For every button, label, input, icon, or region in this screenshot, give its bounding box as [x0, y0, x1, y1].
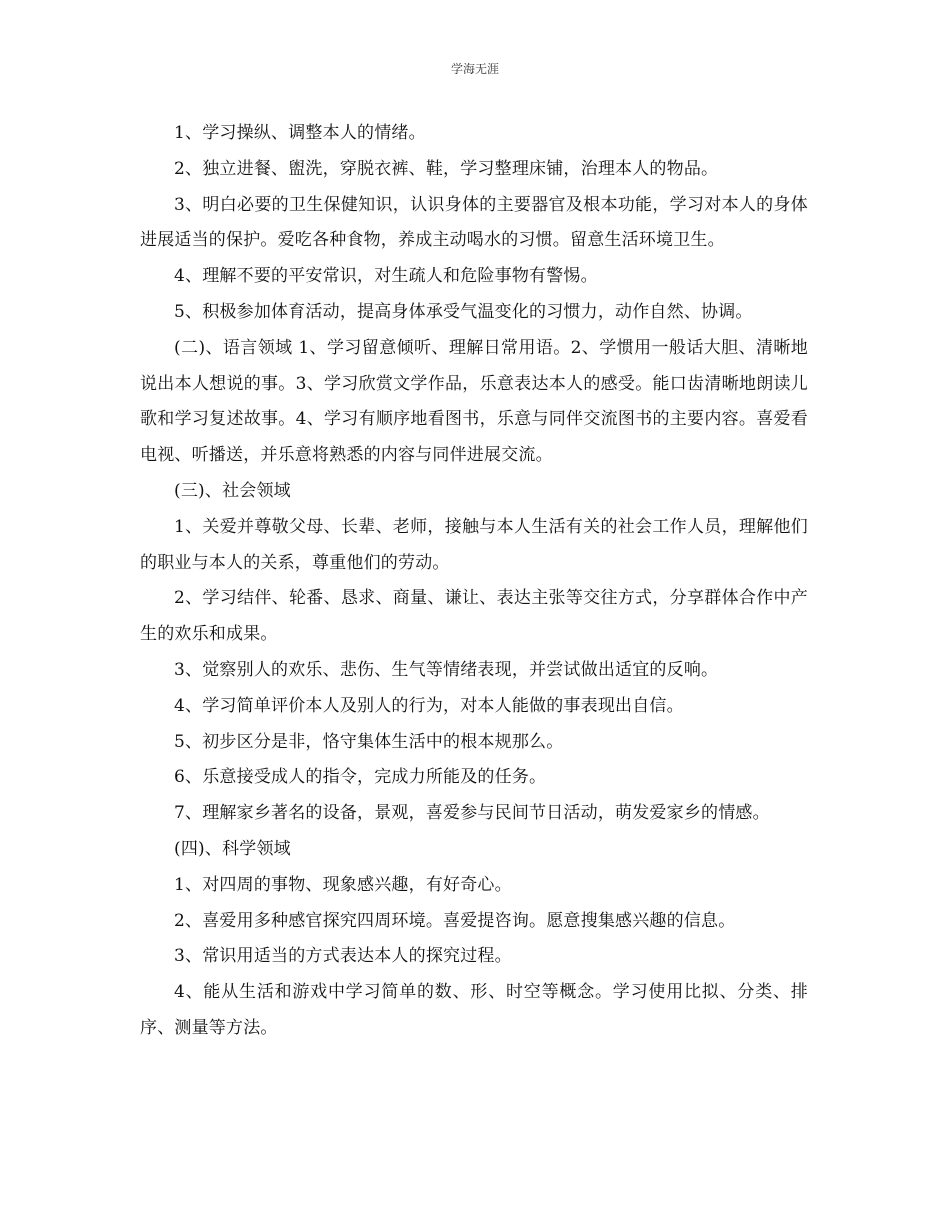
- section-heading: (三)、社会领域: [174, 480, 291, 501]
- paragraph: 3、觉察别人的欢乐、悲伤、生气等情绪表现，并尝试做出适宜的反响。: [174, 659, 719, 680]
- section-heading: (四)、科学领域: [174, 838, 291, 859]
- paragraph: 1、对四周的事物、现象感兴趣，有好奇心。: [174, 874, 512, 895]
- paragraph: 1、学习操纵、调整本人的情绪。: [174, 123, 426, 143]
- paragraph: 4、学习简单评价本人及别人的行为，对本人能做的事表现出自信。: [174, 695, 684, 716]
- paragraph: 2、喜爱用多种感官探究四周环境。喜爱提咨询。愿意搜集感兴趣的信息。: [174, 910, 736, 931]
- paragraph: 1、关爱并尊敬父母、长辈、老师，接触与本人生活有关的社会工作人员，理解他们的职业与本人的关系，尊重他们的劳动。: [140, 516, 808, 573]
- paragraph: 3、明白必要的卫生保健知识，认识身体的主要器官及根本功能，学习对本人的身体进展适当的保护。爱吃各种食物，养成主动喝水的习惯。留意生活环境卫生。: [140, 194, 808, 251]
- paragraph: 6、乐意接受成人的指令，完成力所能及的任务。: [174, 767, 547, 788]
- section-paragraph: (二)、语言领域 1、学习留意倾听、理解日常用语。2、学惯用一般话大胆、清晰地说出本人想说的事。3、学习欣赏文学作品，乐意表达本人的感受。能口齿清晰地朗读儿歌和学习复述故事。4、学习有顺序地看图书，乐意与同伴交流图书的主要内容。喜爱看电视、听播送，并乐意将熟悉的内容与同伴进展交流。: [140, 337, 808, 466]
- paragraph: 2、学习结伴、轮番、恳求、商量、谦让、表达主张等交往方式，分享群体合作中产生的欢乐和成果。: [140, 588, 808, 645]
- page-header: 学海无涯: [450, 62, 499, 76]
- paragraph: 2、独立进餐、盥洗，穿脱衣裤、鞋，学习整理床铺，治理本人的物品。: [174, 158, 719, 179]
- paragraph: 4、理解不要的平安常识，对生疏人和危险事物有警惕。: [174, 266, 598, 287]
- paragraph: 3、常识用适当的方式表达本人的探究过程。: [174, 946, 512, 967]
- paragraph: 4、能从生活和游戏中学习简单的数、形、时空等概念。学习使用比拟、分类、排序、测量等方法。: [140, 982, 808, 1038]
- paragraph: 5、初步区分是非，恪守集体生活中的根本规那么。: [174, 731, 564, 752]
- document-body: [140, 116, 808, 1047]
- paragraph: 7、理解家乡著名的设备，景观，喜爱参与民间节日活动，萌发爱家乡的情感。: [174, 803, 770, 824]
- paragraph: 5、积极参加体育活动，提高身体承受气温变化的习惯力，动作自然、协调。: [174, 301, 753, 322]
